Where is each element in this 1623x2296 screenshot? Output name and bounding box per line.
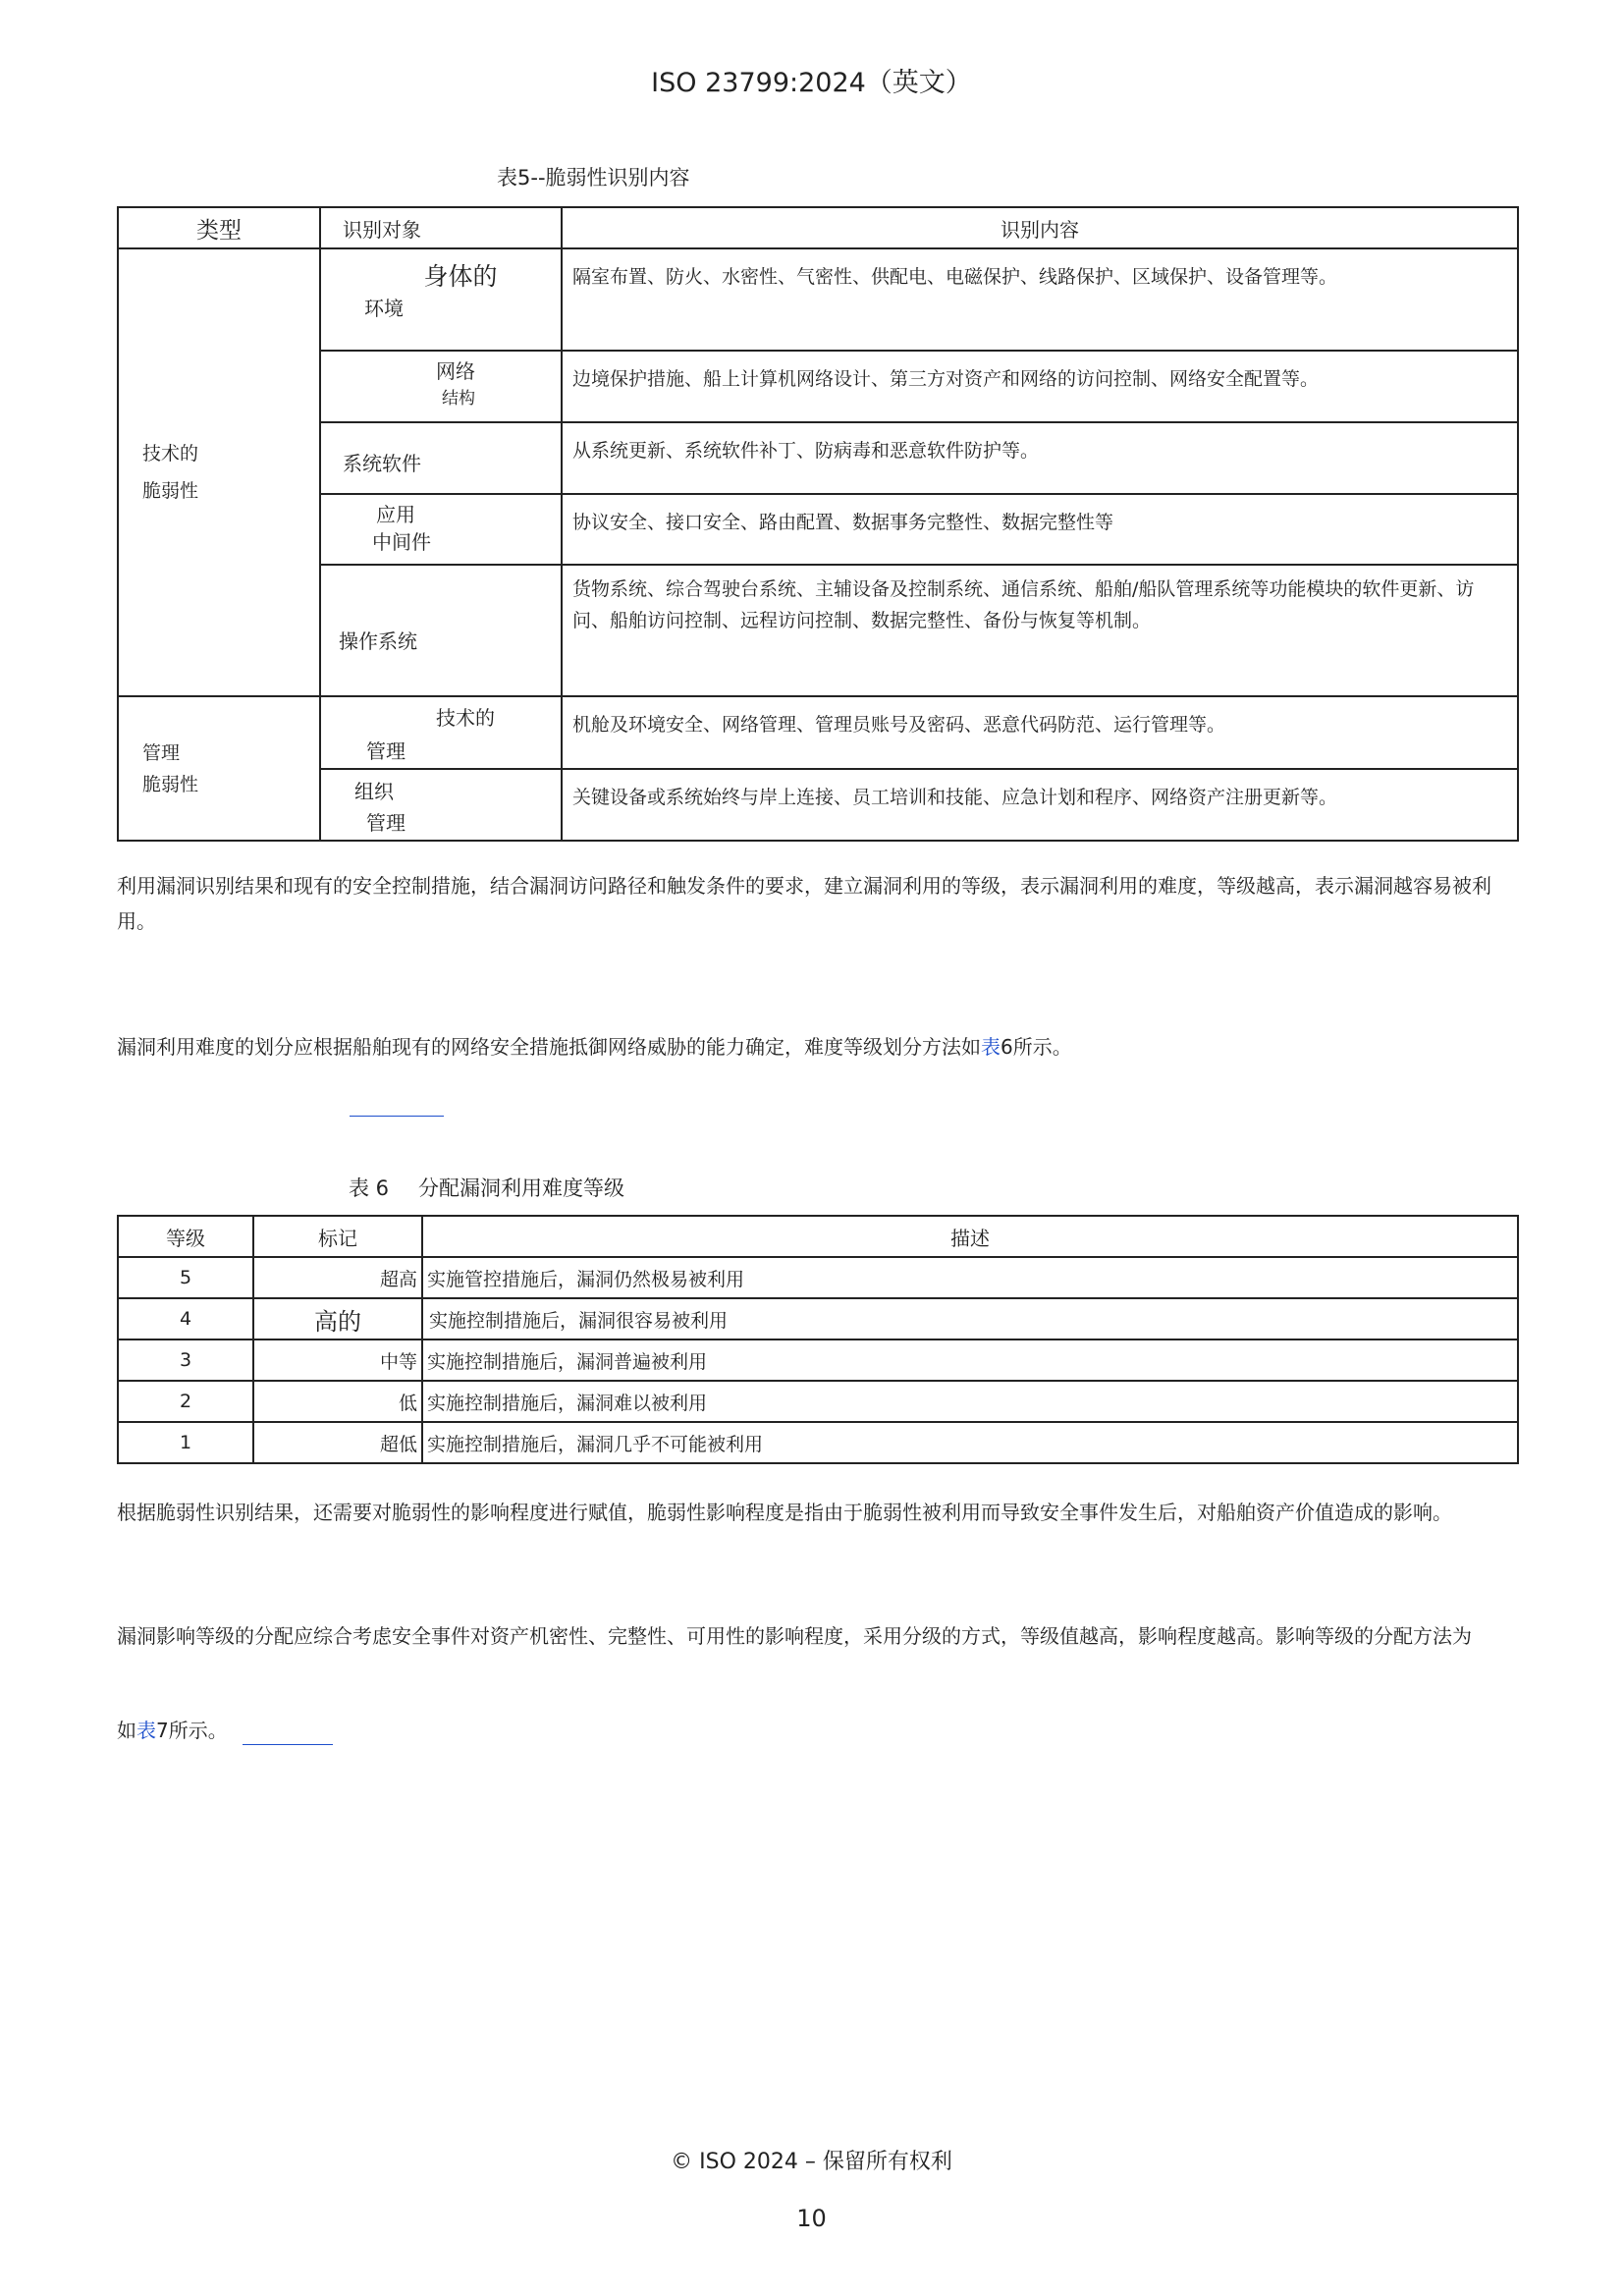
group-technical: 技术的 脆弱性 xyxy=(118,248,320,696)
level-cell: 2 xyxy=(118,1381,253,1422)
content-cell: 从系统更新、系统软件补丁、防病毒和恶意软件防护等。 xyxy=(562,422,1518,494)
level-cell: 4 xyxy=(118,1298,253,1339)
level-cell: 5 xyxy=(118,1257,253,1298)
mark-cell: 超高 xyxy=(253,1257,422,1298)
table5-caption: 表5--脆弱性识别内容 xyxy=(497,166,690,190)
object-operating-system xyxy=(320,565,562,696)
page-header: ISO 23799:2024（英文） xyxy=(651,68,972,98)
object-sub: 管理 xyxy=(366,811,406,835)
object-sub: 管理 xyxy=(366,739,406,763)
object-main: 操作系统 xyxy=(339,629,417,653)
mark-cell: 中等 xyxy=(253,1339,422,1381)
table7-link[interactable]: 表 xyxy=(136,1719,156,1742)
page-number: 10 xyxy=(796,2205,827,2232)
object-main: 身体的 xyxy=(423,262,498,291)
object-system-software xyxy=(320,422,562,494)
mark-cell: 低 xyxy=(253,1381,422,1422)
vulnerability-table xyxy=(117,206,1519,842)
content-cell: 协议安全、接口安全、路由配置、数据事务完整性、数据完整性等 xyxy=(562,494,1518,565)
header-mark: 标记 xyxy=(253,1216,422,1257)
para-text: 7所示。 xyxy=(156,1719,228,1742)
table6-caption xyxy=(349,1173,624,1202)
header-level: 等级 xyxy=(118,1216,253,1257)
header-description: 描述 xyxy=(422,1216,1518,1257)
object-main: 组织 xyxy=(354,780,394,803)
object-sub: 环境 xyxy=(364,297,404,320)
exploit-difficulty-table xyxy=(117,1215,1519,1464)
para-text: 6所示。 xyxy=(1001,1035,1072,1059)
object-tech-management xyxy=(320,696,562,769)
header-type: 类型 xyxy=(118,207,320,248)
paragraph-impact-level: 漏洞影响等级的分配应综合考虑安全事件对资产机密性、完整性、可用性的影响程度，采用分级的方式，等级值越高，影响程度越高。影响等级的分配方法为 xyxy=(117,1624,1472,1648)
object-main: 技术的 xyxy=(436,706,495,730)
paragraph-impact: 根据脆弱性识别结果，还需要对脆弱性的影响程度进行赋值，脆弱性影响程度是指由于脆弱性被利用而导致安全事件发生后，对船舶资产价值造成的影响。 xyxy=(117,1501,1452,1524)
content-cell: 货物系统、综合驾驶台系统、主辅设备及控制系统、通信系统、船舶/船队管理系统等功能模块的软件更新、访问、船舶访问控制、远程访问控制、数据完整性、备份与恢复等机制。 xyxy=(562,565,1518,696)
object-sub: 结构 xyxy=(442,389,475,409)
table-row xyxy=(118,1422,1518,1463)
object-org-management xyxy=(320,769,562,841)
object-physical xyxy=(320,248,562,351)
level-cell: 3 xyxy=(118,1339,253,1381)
desc-cell: 实施控制措施后，漏洞很容易被利用 xyxy=(422,1298,1518,1339)
desc-cell: 实施控制措施后，漏洞几乎不可能被利用 xyxy=(422,1422,1518,1463)
table-row xyxy=(118,1298,1518,1339)
table-row xyxy=(118,1381,1518,1422)
mark-cell: 高的 xyxy=(253,1298,422,1339)
mark-cell: 超低 xyxy=(253,1422,422,1463)
paragraph-exploit-level: 利用漏洞识别结果和现有的安全控制措施，结合漏洞访问路径和触发条件的要求，建立漏洞利用的等级，表示漏洞利用的难度，等级越高，表示漏洞越容易被利用。 xyxy=(117,874,1491,933)
header-object: 识别对象 xyxy=(320,207,562,248)
copyright: © ISO 2024 – 保留所有权利 xyxy=(671,2150,952,2174)
paragraph-table7-ref xyxy=(117,1713,1521,1748)
group-management: 管理 脆弱性 xyxy=(118,696,320,841)
caption-title: 分配漏洞利用难度等级 xyxy=(418,1176,625,1200)
desc-cell: 实施管控措施后，漏洞仍然极易被利用 xyxy=(422,1257,1518,1298)
link-underline xyxy=(350,1116,444,1117)
content-cell: 边境保护措施、船上计算机网络设计、第三方对资产和网络的访问控制、网络安全配置等。 xyxy=(562,351,1518,422)
object-sub: 中间件 xyxy=(372,530,431,554)
content-cell: 关键设备或系统始终与岸上连接、员工培训和技能、应急计划和程序、网络资产注册更新等。 xyxy=(562,769,1518,841)
para-text: 如 xyxy=(117,1719,136,1742)
header-content: 识别内容 xyxy=(562,207,1518,248)
object-main: 网络 xyxy=(436,359,475,383)
para-text: 漏洞利用难度的划分应根据船舶现有的网络安全措施抵御网络威胁的能力确定，难度等级划分方法如 xyxy=(117,1035,981,1059)
object-main: 系统软件 xyxy=(343,452,421,475)
desc-cell: 实施控制措施后，漏洞难以被利用 xyxy=(422,1381,1518,1422)
level-cell: 1 xyxy=(118,1422,253,1463)
table-row xyxy=(118,1257,1518,1298)
link-underline xyxy=(243,1744,333,1745)
table-row xyxy=(118,1339,1518,1381)
table6-link[interactable]: 表 xyxy=(981,1035,1001,1059)
content-cell: 机舱及环境安全、网络管理、管理员账号及密码、恶意代码防范、运行管理等。 xyxy=(562,696,1518,769)
paragraph-difficulty xyxy=(117,1029,1521,1065)
caption-number: 表 6 xyxy=(349,1176,390,1200)
object-main: 应用 xyxy=(376,503,415,526)
object-network xyxy=(320,351,562,422)
desc-cell: 实施控制措施后，漏洞普遍被利用 xyxy=(422,1339,1518,1381)
content-cell: 隔室布置、防火、水密性、气密性、供配电、电磁保护、线路保护、区域保护、设备管理等。 xyxy=(562,248,1518,351)
object-application xyxy=(320,494,562,565)
